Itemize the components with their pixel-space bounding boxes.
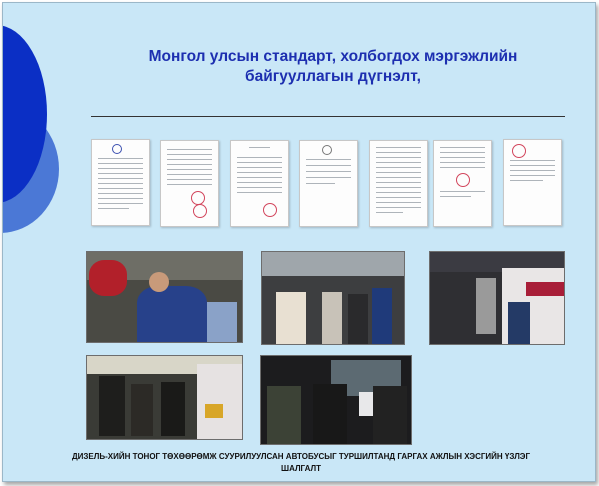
photo-workers-near-bus bbox=[86, 355, 243, 440]
photo-officials-outdoor bbox=[260, 355, 412, 445]
document-thumbnail-4 bbox=[299, 140, 358, 227]
slide bbox=[2, 2, 596, 482]
photo-bus-rear-inspection bbox=[429, 251, 565, 345]
document-thumbnail-7 bbox=[503, 139, 562, 226]
slide-caption bbox=[31, 451, 571, 475]
caption-line-1: ДИЗЕЛЬ-ХИЙН ТОНОГ ТӨХӨӨРӨМЖ СУУРИЛУУЛСАН АВТОБУСЫГ ТУРШИЛТАНД ГАРГАХ АЖЛЫН ХЭСГИЙН ҮЗЛЭГ bbox=[71, 452, 531, 461]
photo-inspection-engine-bay bbox=[86, 251, 243, 343]
title-divider bbox=[91, 116, 565, 117]
document-thumbnail-2 bbox=[160, 140, 219, 227]
document-thumbnail-1 bbox=[91, 139, 150, 226]
document-thumbnail-3 bbox=[230, 140, 289, 227]
document-thumbnail-5 bbox=[369, 140, 428, 227]
slide-title-line-2: байгууллагын дүгнэлт, bbox=[245, 68, 421, 85]
photo-group-in-garage bbox=[261, 251, 405, 345]
slide-title-line-1: Монгол улсын стандарт, холбогдох мэргэжлийн bbox=[148, 48, 518, 65]
caption-line-2: ШАЛГАЛТ bbox=[281, 464, 321, 473]
document-thumbnail-6 bbox=[433, 140, 492, 227]
slide-title bbox=[103, 47, 563, 87]
